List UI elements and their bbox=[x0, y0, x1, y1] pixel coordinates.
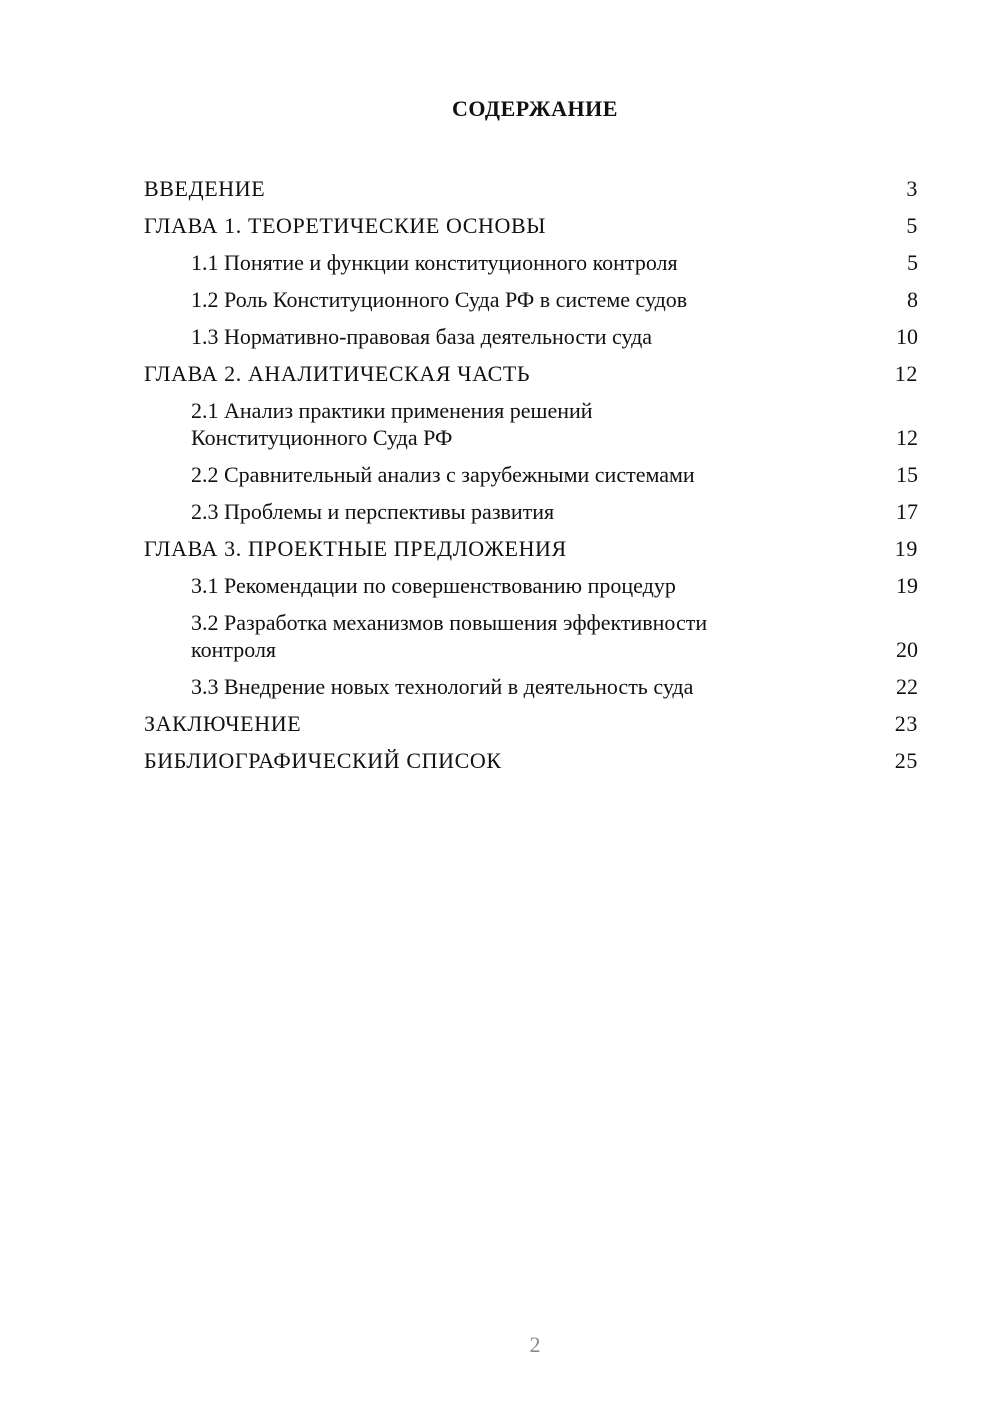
toc-entry-introduction[interactable] bbox=[144, 170, 918, 207]
toc-entry-label: 3.1 Рекомендации по совершенствованию процедур bbox=[191, 573, 676, 598]
toc-entry-page: 15 bbox=[896, 462, 918, 487]
toc-entry-page: 19 bbox=[894, 536, 918, 561]
page-number: 2 bbox=[529, 1332, 541, 1357]
toc-entry-label: 2.3 Проблемы и перспективы развития bbox=[191, 499, 555, 524]
toc-entry-section-3-1[interactable] bbox=[144, 567, 918, 604]
toc-entry-page: 5 bbox=[907, 250, 918, 275]
toc-entry-section-2-1[interactable] bbox=[144, 392, 918, 456]
toc-entry-page: 17 bbox=[896, 499, 918, 524]
toc-entry-page: 25 bbox=[894, 748, 918, 773]
toc-entry-section-3-3[interactable] bbox=[144, 668, 918, 705]
toc-entry-label: 1.2 Роль Конституционного Суда РФ в системе судов bbox=[191, 287, 688, 312]
toc-entry-page: 22 bbox=[896, 674, 918, 699]
toc-entry-section-2-3[interactable] bbox=[144, 493, 918, 530]
toc-entry-page: 20 bbox=[896, 637, 918, 662]
toc-entry-conclusion[interactable] bbox=[144, 705, 918, 742]
page-title: СОДЕРЖАНИЕ bbox=[452, 96, 618, 121]
toc-entry-page: 12 bbox=[894, 361, 918, 386]
toc-entry-label: ГЛАВА 3. ПРОЕКТНЫЕ ПРЕДЛОЖЕНИЯ bbox=[144, 536, 567, 561]
toc-entry-section-1-1[interactable] bbox=[144, 244, 918, 281]
toc-entry-label: 3.2 Разработка механизмов повышения эффективности контроля bbox=[191, 610, 708, 662]
toc-entry-label: ВВЕДЕНИЕ bbox=[144, 176, 266, 201]
toc-entry-label: ГЛАВА 1. ТЕОРЕТИЧЕСКИЕ ОСНОВЫ bbox=[144, 213, 547, 238]
toc-entry-page: 5 bbox=[906, 213, 918, 238]
toc-entry-page: 3 bbox=[906, 176, 918, 201]
toc-entry-section-1-3[interactable] bbox=[144, 318, 918, 355]
toc-entry-label: 1.1 Понятие и функции конституционного контроля bbox=[191, 250, 678, 275]
toc-entry-section-1-2[interactable] bbox=[144, 281, 918, 318]
toc-entry-label: 2.1 Анализ практики применения решений Конституционного Суда РФ bbox=[191, 398, 593, 450]
toc-entry-label: ЗАКЛЮЧЕНИЕ bbox=[144, 711, 302, 736]
toc-entry-label: 1.3 Нормативно-правовая база деятельности суда bbox=[191, 324, 653, 349]
toc-entry-page: 8 bbox=[907, 287, 918, 312]
toc-entry-page: 23 bbox=[894, 711, 918, 736]
toc-entry-section-2-2[interactable] bbox=[144, 456, 918, 493]
toc-entry-label: БИБЛИОГРАФИЧЕСКИЙ СПИСОК bbox=[144, 748, 502, 773]
toc-entry-bibliography[interactable] bbox=[144, 742, 918, 779]
toc-entry-page: 10 bbox=[896, 324, 918, 349]
toc-entry-chapter-1[interactable] bbox=[144, 207, 918, 244]
table-of-contents bbox=[144, 170, 918, 779]
toc-entry-chapter-2[interactable] bbox=[144, 355, 918, 392]
toc-entry-label: ГЛАВА 2. АНАЛИТИЧЕСКАЯ ЧАСТЬ bbox=[144, 361, 531, 386]
toc-entry-section-3-2[interactable] bbox=[144, 604, 918, 668]
toc-entry-label: 2.2 Сравнительный анализ с зарубежными системами bbox=[191, 462, 695, 487]
toc-entry-label: 3.3 Внедрение новых технологий в деятельность суда bbox=[191, 674, 694, 699]
toc-entry-chapter-3[interactable] bbox=[144, 530, 918, 567]
toc-entry-page: 12 bbox=[896, 425, 918, 450]
toc-entry-page: 19 bbox=[896, 573, 918, 598]
